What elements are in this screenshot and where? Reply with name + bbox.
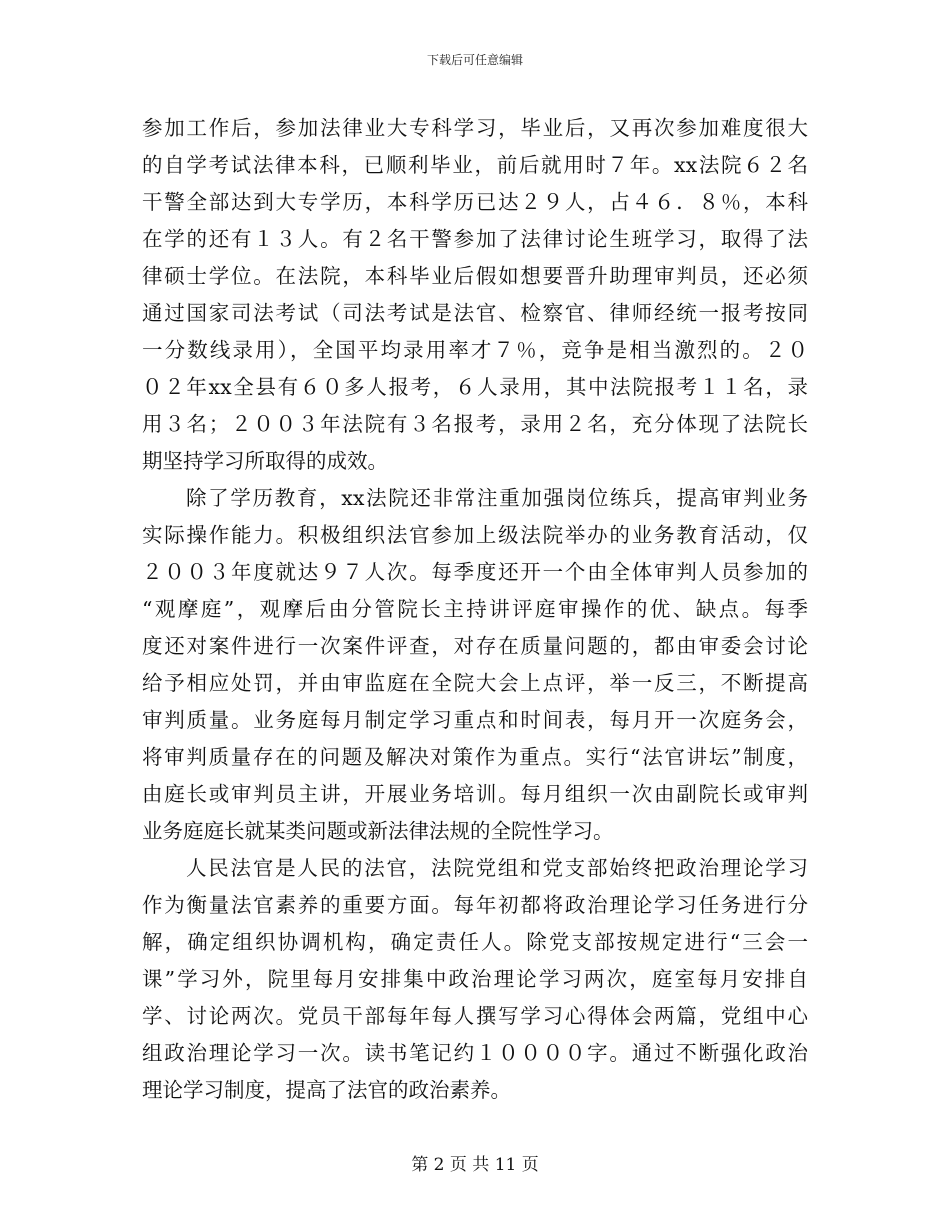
text-line: 解，确定组织协调机构，确定责任人。除党支部按规定进行“三会一 [142, 930, 808, 954]
text-line: 人民法官是人民的法官，法院党组和党支部始终把政治理论学习 [186, 856, 808, 880]
text-line: 用３名；２００３年法院有３名报考，录用２名，充分体现了法院长 [142, 412, 808, 436]
text-line: 除了学历教育，xx法院还非常注重加强岗位练兵，提高审判业务 [186, 486, 808, 510]
text-line: 审判质量。业务庭每月制定学习重点和时间表，每月开一次庭务会， [142, 708, 808, 732]
text-line: 业务庭庭长就某类问题或新法律法规的全院性学习。 [142, 819, 614, 843]
text-line: 度还对案件进行一次案件评查，对存在质量问题的，都由审委会讨论 [142, 634, 808, 658]
text-line: 一分数线录用），全国平均录用率才７％，竞争是相当激烈的。２０ [142, 338, 808, 362]
text-line: 律硕士学位。在法院，本科毕业后假如想要晋升助理审判员，还必须 [142, 264, 808, 288]
text-line: 学、讨论两次。党员干部每年每人撰写学习心得体会两篇，党组中心 [142, 1004, 808, 1028]
text-line: 将审判质量存在的问题及解决对策作为重点。实行“法官讲坛”制度， [142, 745, 808, 769]
text-line: 理论学习制度，提高了法官的政治素养。 [142, 1078, 511, 1102]
text-line: “观摩庭”，观摩后由分管院长主持讲评庭审操作的优、缺点。每季 [142, 597, 808, 621]
text-line: 组政治理论学习一次。读书笔记约１００００字。通过不断强化政治 [142, 1041, 808, 1065]
text-line: 期坚持学习所取得的成效。 [142, 449, 388, 473]
paragraph [142, 110, 808, 480]
text-line: 由庭长或审判员主讲，开展业务培训。每月组织一次由副院长或审判 [142, 782, 808, 806]
text-line: 实际操作能力。积极组织法官参加上级法院举办的业务教育活动，仅 [142, 523, 808, 547]
text-line: ０２年xx全县有６０多人报考，６人录用，其中法院报考１１名，录 [142, 375, 808, 399]
text-line: ２００３年度就达９７人次。每季度还开一个由全体审判人员参加的 [142, 560, 808, 584]
text-line: 参加工作后，参加法律业大专科学习，毕业后，又再次参加难度很大 [142, 116, 808, 140]
text-line: 通过国家司法考试（司法考试是法官、检察官、律师经统一报考按同 [142, 301, 808, 325]
paragraph [142, 480, 808, 850]
text-line: 作为衡量法官素养的重要方面。每年初都将政治理论学习任务进行分 [142, 893, 808, 917]
text-line: 的自学考试法律本科，已顺利毕业，前后就用时７年。xx法院６２名 [142, 153, 808, 177]
page-number: 第 2 页 共 11 页 [411, 1155, 539, 1175]
paragraph [142, 850, 808, 1109]
page-header-note: 下载后可任意编辑 [426, 53, 523, 67]
text-line: 干警全部达到大专学历，本科学历已达２９人，占４６．８％，本科 [142, 190, 808, 214]
text-line: 在学的还有１３人。有２名干警参加了法律讨论生班学习，取得了法 [142, 227, 808, 251]
text-line: 课”学习外，院里每月安排集中政治理论学习两次，庭室每月安排自 [142, 967, 808, 991]
text-line: 给予相应处罚，并由审监庭在全院大会上点评，举一反三，不断提高 [142, 671, 808, 695]
document-body [142, 110, 808, 1109]
